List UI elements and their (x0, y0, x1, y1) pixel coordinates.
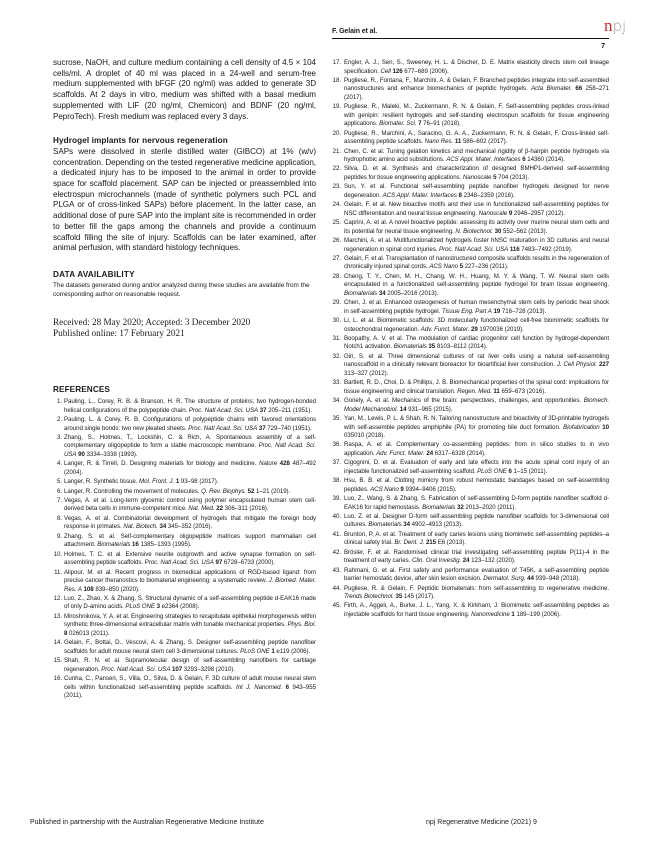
reference-text: Yan, M., Lewis, P. L. & Shah, R. N. Tailoring nanostructure and bioactivity of 3D-printable hydrogels with self-assemble peptides amphiphile (PA) for promoting bile duct formation. (344, 415, 609, 431)
reference-volume: 108 (83, 585, 94, 593)
reference-number: 4. (56, 460, 62, 468)
reference-volume: 8 (458, 191, 462, 199)
reference-journal: Nature (258, 460, 278, 468)
reference-text: Luo, Z., Wang, S. & Zhang, S. Fabrication of self-assembling D-form peptide nanofiber scaffold d-EAK16 for rapid hemostasis. (344, 495, 609, 511)
reference-number: 16. (53, 675, 62, 682)
reference-journal: Nat. Biotech. (123, 523, 158, 531)
reference-number: 5. (56, 478, 62, 486)
reference-number: 17. (332, 59, 341, 66)
reference-text: Pugliese, R., Maleki, M., Zuckermann, R. N. & Gelain, F. Self-assembling peptides cross-linked with genipin: resilient hydrogels and self-standing electrospun scaffolds for tissue engineering applications. (344, 103, 609, 128)
reference-list-left (53, 398, 316, 700)
reference-volume: 6 (522, 156, 526, 164)
reference-text: Shah, R. N. et al. Supramolecular design of self-assembling nanofibers for cartilage regeneration. (64, 657, 316, 673)
reference-text: Hsu, B. B. et al. Clotting mimicry from robust hemostatic bandages based on self-assembling peptides. (344, 477, 609, 493)
reference-item (330, 273, 609, 299)
reference-text: Caprini, A. et al. A novel bioactive peptide: assessing its activity over murine neural stem cells and its potential for neural tissue engineering. (344, 219, 609, 235)
reference-journal: Regen. Med. (457, 387, 492, 395)
reference-number: 31. (332, 334, 341, 342)
reference-volume: 7 (418, 120, 422, 128)
reference-number: 43. (332, 566, 341, 574)
header-rule (332, 38, 609, 39)
reference-text: Rahmani, G. et al. First safety and performance evaluation of T45K, a self-assembling peptide barrier hemostatic device, after skin lesion excision. (344, 566, 609, 583)
reference-volume: 1 (511, 610, 515, 618)
right-column (330, 59, 609, 620)
reference-pages: 313–327 (2012). (344, 369, 389, 377)
reference-number: 25. (332, 219, 341, 227)
reference-item (53, 434, 316, 460)
reference-text: Luo, Z., Zhao, X. & Zhang, S. Structural dynamic of a self-assembling peptide d-EAK16 made of only D-amino acids. (64, 594, 316, 611)
reference-number: 36. (332, 441, 341, 449)
reference-journal: N. Biotechnol. (455, 227, 493, 235)
reference-volume: 215 (425, 539, 437, 547)
reference-volume: 5 (459, 263, 463, 271)
reference-journal: PLoS ONE (125, 603, 155, 611)
reference-volume: 37 (258, 424, 266, 432)
reference-pages: 552–562 (2013). (503, 227, 548, 235)
reference-item (330, 602, 609, 619)
reference-text: Pugliese, R., Marchini, A., Saracino, G. A. A., Zuckermann, R. N. & Gelain, F. Cross-linked self-assembling peptide scaffolds. (344, 129, 609, 146)
reference-item (330, 495, 609, 512)
reference-number: 27. (332, 254, 341, 262)
reference-pages: 93–98 (2017). (180, 478, 219, 486)
reference-number: 40. (332, 512, 341, 520)
reference-volume: 1 (271, 647, 275, 655)
reference-pages: 205–211 (1951). (268, 406, 312, 414)
reference-text: Boopathy, A. V. et al. The modulation of cardiac progenitor cell function by hydrogel-dependent Notch1 activation. (344, 334, 609, 351)
reference-volume: 1 (175, 478, 180, 486)
reference-item (330, 103, 609, 129)
reference-item (53, 551, 316, 568)
received-accepted-date: Received: 28 May 2020; Accepted: 3 December 2020 (53, 317, 251, 328)
reference-journal: Q. Rev. Biophys. (201, 487, 246, 495)
reference-volume: 9 (508, 209, 513, 217)
reference-pages: 704 (2013). (498, 173, 530, 181)
reference-number: 15. (53, 657, 62, 665)
reference-number: 37. (332, 459, 341, 467)
reference-volume: 107 (172, 665, 183, 673)
header-author: F. Gelain et al. (332, 28, 378, 35)
reference-number: 10. (53, 550, 62, 558)
reference-volume: 35 (428, 343, 436, 351)
published-date: Published online: 17 February 2021 (53, 328, 185, 339)
reference-volume: 35 (395, 593, 403, 601)
reference-item (330, 201, 609, 218)
reference-number: 45. (332, 602, 341, 610)
reference-pages: 9394–9406 (2015). (405, 485, 457, 493)
reference-pages: 943–955 (2011). (64, 683, 317, 699)
reference-journal: Nanomedicine (471, 610, 510, 618)
reference-pages: 8103–8112 (2014). (436, 343, 488, 351)
reference-journal: Dermatol. Surg. (483, 575, 526, 583)
reference-item (53, 675, 316, 701)
npj-logo-pj: pj (612, 17, 627, 35)
reference-item (53, 398, 316, 415)
reference-item (330, 165, 609, 182)
reference-volume: 97 (215, 559, 223, 567)
article-dates (53, 317, 316, 339)
reference-volume: 3 (156, 603, 160, 611)
reference-text: Pauling, L. & Corey, R. B. Configurations of polypeptide chains with favored orientations around single bonds: two new pleated sheets. (64, 416, 316, 432)
reference-number: 9. (56, 532, 62, 540)
reference-volume: 34 (159, 523, 167, 531)
reference-pages: 2348–2359 (2016). (463, 191, 515, 199)
reference-volume: 34 (378, 289, 386, 297)
npj-logo-n: n (604, 16, 613, 35)
reference-pages: 258–271 (2017). (344, 85, 610, 101)
reference-volume: 8 (64, 629, 68, 637)
reference-item (330, 237, 609, 254)
reference-journal: Biofabrication (563, 423, 600, 431)
reference-item (330, 585, 609, 602)
reference-volume: 6 (508, 467, 512, 475)
reference-item (330, 549, 609, 566)
reference-text: Vegas, A. et al. Long-term glycemic control using polymer encapsulated human stem cell-derived beta cells in immune-competent mice. (64, 496, 316, 513)
left-column (53, 58, 316, 701)
reference-item (330, 335, 609, 352)
reference-number: 7. (56, 496, 62, 504)
reference-pages: 123–132 (2020). (471, 557, 516, 565)
reference-pages: 677–689 (2006). (404, 67, 449, 75)
reference-number: 22. (332, 165, 341, 173)
reference-volume: 37 (259, 406, 267, 414)
reference-text: Vegas, A. et al. Combinatorial development of hydrogels that mitigate the foreign body response in primates. (64, 514, 316, 531)
reference-number: 29. (332, 299, 341, 307)
reference-item (330, 255, 609, 272)
reference-pages: 2946–2957 (2012). (513, 209, 565, 217)
reference-item (330, 219, 609, 236)
reference-journal: Biomech. Model Mechanobiol. (344, 397, 609, 413)
reference-journal: Biomaterials (422, 503, 456, 511)
reference-volume: 227 (598, 361, 610, 369)
reference-item (53, 657, 316, 674)
reference-journal: Proc. Natl Acad. Sci. USA (144, 559, 214, 567)
reference-text: Goriely, A. et al. Mechanics of the brain: perspectives, challenges, and opportunities. (344, 397, 582, 405)
reference-pages: 839–850 (2020). (95, 585, 140, 593)
reference-pages: 306–311 (2016). (224, 505, 269, 513)
reference-volume: 126 (392, 67, 403, 75)
reference-text: Pugliese, R., Fontana, F., Marchini, A. & Gelain, F. Branched peptides integrate into self-assembled nanostructures and enhance biomechanics of peptidic hydrogels. (344, 76, 609, 93)
reference-journal: J. Biomed. Mater. Res. A (64, 577, 317, 593)
reference-volume: 22 (216, 505, 223, 513)
reference-number: 38. (332, 477, 341, 485)
reference-pages: 7483–7492 (2019). (521, 245, 573, 253)
reference-volume: 32 (456, 503, 464, 511)
data-availability-heading: DATA AVAILABILITY (53, 269, 135, 279)
reference-pages: 227–236 (2011). (464, 263, 509, 271)
reference-journal: Cell (380, 67, 391, 75)
reference-volume: 10 (602, 423, 610, 431)
reference-journal: Proc. Natl Acad. Sci. USA (188, 406, 259, 414)
reference-item (330, 317, 609, 334)
page-number: 7 (601, 41, 606, 50)
reference-text: Firth, A., Aggeli, A., Burke, J. L., Yang, X. & Kirkham, J. Biomimetic self-assembling peptides as injectable scaffolds for hard tissue engineering. (344, 602, 609, 618)
reference-number: 18. (332, 76, 341, 84)
reference-pages: e119 (2006). (276, 647, 311, 655)
reference-pages: 586–602 (2017). (462, 138, 508, 146)
reference-journal: Proc. Natl Acad. Sci. USA (101, 665, 171, 673)
reference-text: Raspa, A. et al. Complementary co-assembling peptides: from in silico studies to in vivo application. (344, 441, 609, 457)
reference-item (330, 415, 609, 441)
reference-pages: 1385–1393 (1995). (140, 541, 192, 549)
reference-journal: Mol. Front. J. (139, 478, 175, 486)
reference-volume: 5 (493, 173, 497, 181)
reference-journal: ACS Nano (429, 263, 458, 271)
reference-volume: 52 (247, 487, 255, 495)
reference-item (330, 459, 609, 476)
reference-number: 34. (332, 397, 341, 405)
reference-pages: 659–673 (2016). (501, 387, 546, 395)
reference-text: Pauling, L., Corey, R. B. & Branson, H. R. The structure of proteins; two hydrogen-bonded helical configurations of the polypeptide chain. (64, 398, 316, 414)
reference-item (330, 130, 609, 147)
reference-text: Langer, R. Synthetic tissue. (64, 478, 138, 486)
reference-pages: E6 (2013). (437, 539, 466, 547)
reference-pages: 3334–3338 (1993). (86, 450, 138, 458)
reference-volume: 11 (454, 138, 462, 146)
reference-item (53, 416, 316, 433)
reference-text: Holmes, T. C. et al. Extensive neurite outgrowth and active synapse formation on self-assembling peptide scaffolds. (64, 550, 316, 567)
reference-journal: ACS Nano (370, 485, 399, 493)
reference-item (53, 639, 316, 656)
hydrogel-section-heading: Hydrogel implants for nervous regeneration (53, 136, 228, 146)
reference-number: 32. (332, 352, 341, 360)
reference-pages: 1–15 (2011). (513, 467, 548, 475)
reference-journal: Trends Biotechnol. (344, 593, 394, 601)
reference-pages: 026013 (2011). (69, 629, 110, 637)
reference-journal: Nano Res. (424, 138, 454, 146)
reference-journal: Adv. Funct. Mater. (376, 449, 425, 457)
reference-pages: 189–199 (2006). (516, 610, 561, 618)
reference-journal: Proc. Natl Acad. Sci. USA (64, 442, 317, 458)
reference-text: Miroshnikova, Y. A. et al. Engineering strategies to recapitulate epithelial morphogenesis within synthetic three-dimensional extracellular matrix with tunable mechanical properties. (64, 612, 316, 629)
reference-number: 41. (332, 530, 341, 538)
reference-text: Gelain, F., Bottai, D., Vescovi, A. & Zhang, S. Designer self-assembling peptide nanofiber scaffolds for adult mouse neural stem cell 3-dimensional cultures. (64, 639, 316, 655)
methods-paragraph: sucrose, NaOH, and culture medium containing a cell density of 4.5 × 104 cells/ml. A droplet of 40 ml was placed in a 24-well and serum-free medium supplemented with bFGF (20 ng/ml) was added to generate 3D scaffolds. At 2 days in vitro, medium was shifted with a basal medium supplemented with LIF (20 ng/ml, Chemicon) and BDNF (20 ng/ml, PeproTech). Fresh medium was replaced every 3 days. (53, 58, 316, 121)
reference-journal: Proc. Natl Acad. Sci. USA (439, 245, 509, 253)
reference-list-right (330, 59, 609, 619)
reference-item (53, 613, 316, 639)
reference-item (330, 567, 609, 584)
reference-journal: Acta Biomater. (531, 85, 573, 93)
reference-journal: Biomaterials (368, 521, 402, 529)
reference-volume: 66 (575, 85, 583, 93)
reference-volume: 11 (493, 387, 500, 395)
reference-number: 19. (332, 103, 341, 111)
reference-pages: 76–91 (2018). (423, 120, 461, 128)
reference-item (53, 533, 316, 550)
reference-volume: 14 (399, 405, 407, 413)
reference-volume: 9 (400, 485, 404, 493)
reference-pages: 939–948 (2018). (535, 575, 580, 583)
reference-text: Li, L. et al. Biomimetic scaffolds: 3D molecularly functionalized cell-free biomimetic scaffolds for osteochondral regeneration. (344, 317, 609, 333)
reference-journal: J. Cell Physiol. (556, 361, 597, 369)
reference-item (330, 513, 609, 530)
reference-pages: 6728–6733 (2000). (223, 559, 275, 567)
reference-journal: ACS Appl. Mater. Interfaces (382, 191, 457, 199)
reference-item (330, 183, 609, 200)
reference-pages: 6317–6328 (2014). (434, 449, 486, 457)
reference-volume: 19 (493, 307, 501, 315)
reference-pages: 487–492 (2004). (64, 460, 317, 476)
reference-journal: PLoS ONE (477, 467, 507, 475)
reference-number: 20. (332, 129, 341, 137)
reference-number: 44. (332, 584, 341, 592)
reference-volume: 90 (78, 450, 85, 458)
reference-number: 2. (56, 416, 62, 424)
reference-journal: Br. Dent. J. (394, 539, 425, 547)
reference-item (330, 299, 609, 316)
reference-number: 24. (332, 201, 341, 209)
reference-number: 13. (53, 612, 62, 620)
reference-journal: Biomaterials (393, 343, 427, 351)
footer-partnership: Published in partnership with the Australian Regenerative Medicine Institute (30, 819, 264, 826)
reference-number: 6. (56, 487, 62, 495)
reference-volume: 24 (462, 557, 470, 565)
reference-item (330, 397, 609, 414)
reference-number: 30. (332, 317, 341, 325)
reference-text: Engler, A. J., Sen, S., Sweeney, H. L. & Discher, D. E. Matrix elasticity directs stem cell lineage specification. (344, 59, 609, 75)
reference-pages: 2013–2020 (2011). (465, 503, 516, 511)
reference-text: Gelain, F. et al. New bioactive motifs and their use in functionalized self-assembling peptides for NSC differentiation and neural tissue engineering. (344, 201, 609, 217)
reference-pages: 345–352 (2016). (167, 523, 213, 531)
reference-journal: ACS Appl. Mater. Interfaces (446, 156, 521, 164)
reference-item (330, 531, 609, 548)
reference-text: Bartlett, R. D., Choi, D. & Phillips, J. B. Biomechanical properties of the spinal cord: implications for tissue engineering and clinical translation. (344, 379, 609, 395)
reference-pages: 14360 (2014). (527, 156, 565, 164)
reference-text: Chen, C. et al. Tuning gelation kinetics and mechanical rigidity of β-hairpin peptide hydrogels via hydrophobic amino acid substitutions. (344, 147, 609, 164)
reference-journal: Nat. Med. (188, 505, 215, 513)
reference-item (330, 59, 609, 76)
reference-number: 26. (332, 237, 341, 245)
reference-item (330, 441, 609, 458)
reference-item (53, 460, 316, 477)
reference-number: 39. (332, 495, 341, 503)
reference-item (53, 515, 316, 532)
reference-journal: Tissue Eng. Part A (441, 307, 492, 315)
reference-item (53, 478, 316, 487)
reference-pages: 035010 (2018). (344, 432, 385, 440)
reference-number: 3. (56, 433, 62, 441)
reference-item (330, 148, 609, 165)
reference-pages: 1–21 (2019). (255, 487, 291, 495)
reference-text: Brunton, P. A. et al. Treatment of early caries lesions using biomimetic self-assembling peptides–a clinical safety trial. (344, 530, 609, 547)
reference-number: 33. (332, 379, 341, 387)
reference-pages: 145 (2017). (403, 593, 435, 601)
reference-number: 35. (332, 415, 341, 423)
reference-text: Chen, J. et al. Enhanced osteogenesis of human mesenchymal stem cells by periodic heat shock in self-assembling peptide hydrogel. (344, 299, 609, 315)
reference-pages: 729–740 (1951). (267, 424, 312, 432)
reference-pages: 4902–4913 (2013). (411, 521, 463, 529)
reference-text: Cigognini, D. et al. Evaluation of early and late effects into the acute spinal cord injury of an injectable functionalized self-assembling scaffold. (344, 459, 609, 475)
reference-volume: 24 (426, 449, 434, 457)
reference-text: Cunha, C., Panseri, S., Villa, O., Silva, D. & Gelain, F. 3D culture of adult mouse neural stem cells within functionalized self-assembling peptide scaffolds. (64, 675, 316, 691)
reference-volume: 34 (403, 521, 410, 529)
reference-journal: Adv. Funct. Mater. (420, 325, 470, 333)
data-availability-text: The datasets generated during and/or analyzed during these studies are available from the corresponding author on reasonable request. (53, 281, 310, 298)
reference-pages: 3293–3298 (2010). (183, 665, 235, 673)
reference-volume: 16 (132, 541, 139, 549)
reference-item (53, 595, 316, 612)
reference-journal: Proc. Natl Acad. Sci. USA (188, 424, 258, 432)
reference-item (53, 488, 316, 497)
reference-text: Silva, D. et al. Synthesis and characterization of designed BMHP1-derived self-assembling peptides for tissue engineering applications. (344, 165, 609, 181)
reference-item (330, 477, 609, 494)
reference-number: 12. (53, 594, 62, 602)
reference-number: 1. (56, 398, 62, 406)
reference-text: Brösler, F. et al. Randomised clinical trial investigating self-assembling peptide P(11)-4 in the treatment of early caries. (344, 548, 609, 565)
reference-volume: 6 (285, 683, 290, 691)
reference-text: Cheng, T. Y., Chen, M. H., Chang, W. H., Huang, M. Y. & Wang, T. W. Neural stem cells encapsulated in a functionalized self-assembling peptide hydrogel for brain tissue engineering. (344, 272, 609, 289)
reference-volume: 30 (494, 227, 502, 235)
reference-volume: 29 (471, 325, 478, 333)
reference-pages: 1970036 (2019). (479, 325, 524, 333)
reference-text: Langer, R. Controlling the movement of molecules. (64, 487, 200, 495)
reference-journal: Biomaterials (344, 289, 378, 297)
reference-volume: 116 (509, 245, 520, 253)
reference-journal: Biomater. Sci. (379, 120, 417, 128)
reference-item (330, 353, 609, 379)
reference-journal: Nanoscale (478, 209, 508, 217)
reference-item (53, 569, 316, 595)
reference-journal: Biomaterials (97, 541, 131, 549)
reference-journal: Nanoscale (462, 173, 492, 181)
reference-text: Langer, R. & Tirrell, D. Designing materials for biology and medicine. (64, 460, 257, 468)
reference-text: Giri, S. et al. Three dimensional cultures of rat liver cells using a natural self-assembling nanoscaffold in a clinically relevant bioreactor for bioartificial liver construction. (344, 352, 609, 369)
reference-text: Zhang, S. et al. Self-complementary oligopeptide matrices support mammalian cell attachment. (64, 532, 316, 549)
reference-pages: 931–965 (2015). (408, 405, 453, 413)
reference-number: 8. (56, 514, 62, 522)
reference-pages: 2005–2016 (2013). (387, 289, 439, 297)
reference-text: Sun, Y. et al. Functional self-assembling peptide nanofiber hydrogels designed for nerve degeneration. (344, 183, 609, 199)
reference-volume: 428 (279, 460, 290, 468)
reference-number: 42. (332, 548, 341, 556)
reference-text: Gelain, F. et al. Transplantation of nanostructured composite scaffolds results in the regeneration of chronically injured spinal cords. (344, 254, 609, 271)
reference-journal: Clin. Oral Investig. (411, 557, 462, 565)
reference-journal: Phys. Biol. (287, 621, 316, 629)
reference-number: 23. (332, 183, 341, 191)
reference-text: Alipour, M. et al. Recent progress in biomedical applications of RGD-based ligand: from precise cancer theranostics to biomaterial engineering: a systematic review. (64, 568, 316, 585)
reference-pages: e2364 (2008). (161, 603, 200, 611)
reference-number: 14. (53, 639, 62, 647)
reference-volume: 44 (527, 575, 534, 583)
reference-journal: PLoS ONE (240, 647, 270, 655)
reference-text: Luo, Z. et al. Designer D-form self-assembling peptide nanofiber scaffolds for 3-dimensional cell cultures. (344, 512, 609, 529)
reference-pages: 716–728 (2013). (501, 307, 547, 315)
reference-number: 28. (332, 272, 341, 280)
reference-item (53, 497, 316, 514)
reference-item (330, 77, 609, 103)
reference-number: 11. (54, 568, 62, 576)
reference-item (330, 379, 609, 396)
footer-journal-citation: npj Regenerative Medicine (2021) 9 (426, 819, 537, 826)
hydrogel-paragraph: SAPs were dissolved in sterile distilled water (GIBCO) at 1% (w/v) concentration. Depending on the tested regenerative medicine application, a dedicated injury has to be imposed to the animal in order to provide space for scaffold placement. SAP can be injected or preassembled into electrospun microchannels (made of synthetic polymers such PCL and PLGA or of cross-linked SAPs) before placement. In the latter case, an additional dose of pure SAP into the implant site is recommended in order to better fill the gaps among the channels and provide a continuum scaffold filling the site of injury. Scaffolds can be later examined, after animal perfusion, with standard histology techniques. (53, 146, 316, 253)
npj-logo (604, 17, 626, 35)
reference-number: 21. (332, 147, 341, 155)
reference-text: Marchini, A. et al. Multifunctionalized hydrogels foster hNSC maturation in 3D cultures and neural regeneration in spinal cord injuries. (344, 237, 609, 253)
reference-journal: Int J. Nanomed. (236, 683, 283, 691)
references-heading: REFERENCES (53, 385, 110, 395)
reference-text: Pugliese, R. & Gelain, F. Peptidic biomaterials: from self-assembling to regenerative medicine. (344, 584, 609, 592)
reference-text: Zhang, S., Holmes, T., Lockshin, C. & Rich, A. Spontaneous assembly of a self-complementary oligopeptide to form a stable macroscopic membrane. (64, 433, 316, 450)
